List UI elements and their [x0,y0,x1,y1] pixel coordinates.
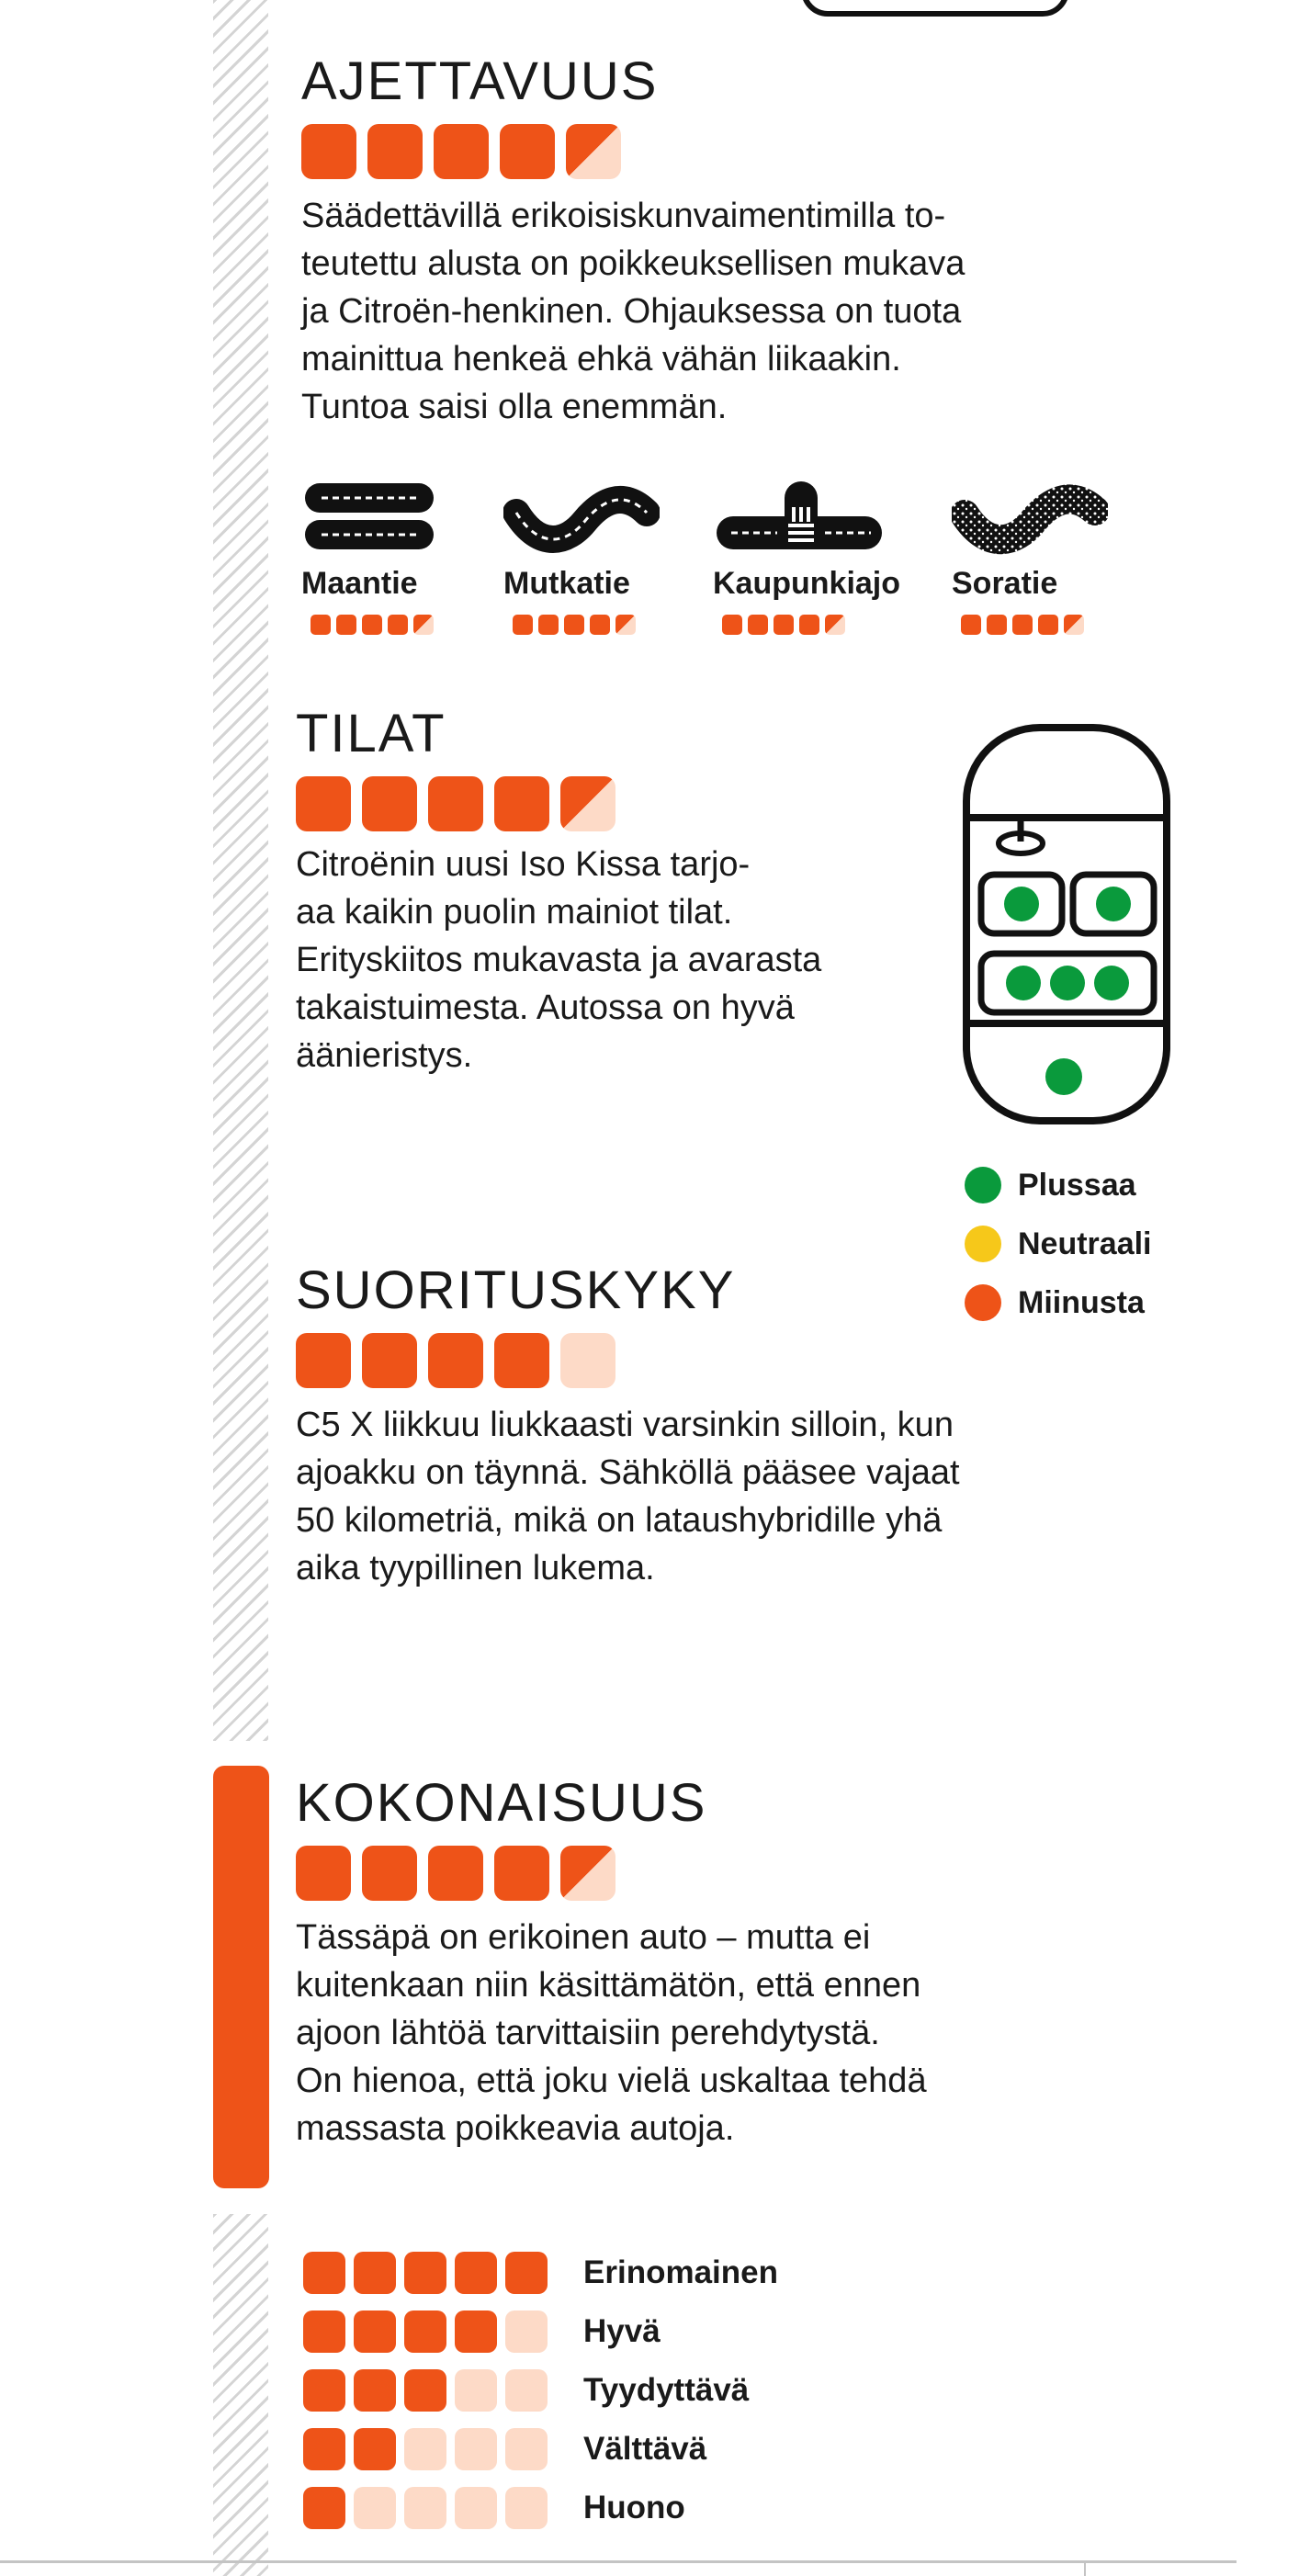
text-line: Citroënin uusi Iso Kissa tarjo- [296,845,751,884]
rating-square-half [1064,615,1084,635]
rating-square-filled [494,776,549,831]
road-label: Mutkatie [503,566,630,601]
legend-label: Miinusta [1018,1284,1145,1320]
rating-square-empty [505,2487,548,2529]
winding-road-icon [503,478,660,560]
rating-square-filled [1012,615,1033,635]
road-kaupunkiajo [713,478,900,635]
rating-square-filled [354,2428,396,2470]
text-line: takaistuimesta. Autossa on hyvä [296,989,795,1027]
yellow-dot-icon [965,1226,1001,1262]
rating-square-filled [362,1333,417,1388]
rating-square-half [413,615,434,635]
section-ajettavuus [301,51,1110,431]
rating-square-filled [428,1333,483,1388]
hatched-margin-bottom [213,2214,268,2576]
text-line: Tässäpä on erikoinen auto – mutta ei [296,1918,871,1957]
rating-square-filled [354,2369,396,2412]
section-title: KOKONAISUUS [296,1773,707,1833]
rating-square-filled [748,615,768,635]
text-line: aa kaikin puolin mainiot tilat. [296,893,733,932]
text-line: mainittua henkeä ehkä vähän liikaakin. [301,340,901,378]
road-rating [311,615,439,635]
section-title: TILAT [296,704,446,763]
seat-plus-dot [1094,966,1129,1000]
rating-squares [296,776,939,831]
rating-square-half [566,124,621,179]
text-line: ajoakku on täynnä. Sähköllä pääsee vajaat [296,1453,960,1492]
car-seating-diagram [961,722,1172,1126]
rating-square-filled [404,2310,446,2353]
rating-square-filled [296,1846,351,1901]
road-label: Maantie [301,566,418,601]
green-dot-icon [965,1167,1001,1203]
section-suorituskyky [296,1260,1104,1592]
section-title: SUORITUSKYKY [296,1260,736,1320]
city-road-icon [713,478,887,560]
rating-square-filled [296,1333,351,1388]
rating-square-empty [560,1333,615,1388]
road-soratie [952,478,1108,635]
rating-square-filled [987,615,1007,635]
rating-square-filled [513,615,533,635]
text-line: C5 X liikkuu liukkaasti varsinkin silloin, kun [296,1406,954,1444]
rating-square-filled [538,615,559,635]
section-title: AJETTAVUUS [301,51,659,111]
rating-square-filled [1038,615,1058,635]
rating-square-filled [362,615,382,635]
rating-square-filled [303,2369,345,2412]
road-label: Kaupunkiajo [713,566,901,601]
rating-square-filled [434,124,489,179]
scale-label: Tyydyttävä [583,2372,750,2408]
text-line: ja Citroën-henkinen. Ohjauksessa on tuota [301,292,962,331]
scale-label: Välttävä [583,2431,707,2467]
legend-label: Plussaa [1018,1167,1136,1203]
rating-square-filled [362,1846,417,1901]
rating-square-filled [367,124,423,179]
rating-square-filled [303,2487,345,2529]
section-text [296,1914,1104,2152]
seat-plus-dot [1006,966,1041,1000]
text-line: On hienoa, että joku vielä uskaltaa tehdä [296,2062,927,2100]
road-type-ratings [294,478,1121,652]
rating-square-filled [722,615,742,635]
rating-square-empty [455,2369,497,2412]
gravel-road-icon [952,478,1108,560]
road-label: Soratie [952,566,1058,601]
text-line: 50 kilometriä, mikä on lataushybridille yhä [296,1501,943,1540]
rating-square-filled [303,2428,345,2470]
rating-square-filled [303,2252,345,2294]
scale-label: Hyvä [583,2313,661,2349]
rating-square-filled [301,124,356,179]
road-rating [961,615,1108,635]
trunk-plus-dot [1045,1058,1082,1095]
rating-square-filled [362,776,417,831]
rating-square-filled [336,615,356,635]
rating-square-filled [455,2310,497,2353]
scale-label: Huono [583,2490,685,2525]
rating-square-filled [428,1846,483,1901]
rating-squares [296,1846,1104,1901]
section-text [296,1401,1104,1592]
highway-icon [301,478,439,560]
scale-squares [303,2428,556,2470]
scale-label: Erinomainen [583,2254,778,2290]
legend-item-plussaa [965,1156,1152,1215]
section-tilat [296,704,939,1079]
page-divider-tick [1084,2561,1086,2576]
text-line: massasta poikkeavia autoja. [296,2109,735,2148]
rating-square-empty [354,2487,396,2529]
rating-square-filled [774,615,794,635]
rating-square-filled [404,2369,446,2412]
rating-square-filled [303,2310,345,2353]
scale-row [303,2302,778,2361]
rating-squares [301,124,1110,179]
scale-row [303,2361,778,2420]
scale-squares [303,2369,556,2412]
scale-squares [303,2310,556,2353]
legend-label: Neutraali [1018,1226,1152,1261]
rating-square-empty [505,2428,548,2470]
rating-square-empty [505,2369,548,2412]
rating-square-empty [455,2428,497,2470]
rating-square-filled [494,1846,549,1901]
section-text [301,192,1110,431]
rating-square-filled [961,615,981,635]
text-line: kuitenkaan niin käsittämätön, että ennen [296,1966,921,2005]
text-line: Säädettävillä erikoisiskunvaimentimilla to- [301,197,946,235]
seat-plus-dot [1096,887,1131,921]
rating-square-half [825,615,845,635]
rating-squares [296,1333,1104,1388]
rating-square-empty [455,2487,497,2529]
text-line: teutettu alusta on poikkeuksellisen mukava [301,244,966,283]
scale-row [303,2420,778,2479]
rating-square-filled [354,2310,396,2353]
scale-row [303,2243,778,2302]
text-line: Tuntoa saisi olla enemmän. [301,388,728,426]
road-rating [513,615,660,635]
text-line: aika tyypillinen lukema. [296,1549,655,1587]
scale-squares [303,2252,556,2294]
rating-square-filled [404,2252,446,2294]
page-divider [0,2560,1237,2563]
text-line: Erityskiitos mukavasta ja avarasta [296,941,822,979]
rating-square-filled [311,615,331,635]
rating-scale-legend [303,2243,778,2537]
summary-accent-bar [213,1766,269,2188]
rating-square-filled [590,615,610,635]
scale-squares [303,2487,556,2529]
road-maantie [301,478,439,635]
rating-square-filled [564,615,584,635]
scale-row [303,2479,778,2537]
section-kokonaisuus [296,1773,1104,2152]
text-line: äänieristys. [296,1036,473,1075]
rating-square-filled [428,776,483,831]
rating-square-filled [455,2252,497,2294]
hatched-margin-top [213,0,268,1741]
rating-square-half [615,615,636,635]
seat-plus-dot [1004,887,1039,921]
rating-square-filled [354,2252,396,2294]
road-mutkatie [503,478,660,635]
rating-square-filled [494,1333,549,1388]
section-text [296,841,939,1079]
rating-square-filled [505,2252,548,2294]
rating-square-filled [296,776,351,831]
rating-square-empty [404,2487,446,2529]
rating-square-half [560,776,615,831]
rating-square-half [560,1846,615,1901]
rating-square-empty [505,2310,548,2353]
rating-square-filled [388,615,408,635]
rating-square-filled [799,615,819,635]
road-rating [722,615,900,635]
rating-square-empty [404,2428,446,2470]
top-graphic-fragment [801,0,1069,17]
seat-plus-dot [1050,966,1085,1000]
text-line: ajoon lähtöä tarvittaisiin perehdytystä. [296,2014,880,2052]
rating-square-filled [500,124,555,179]
